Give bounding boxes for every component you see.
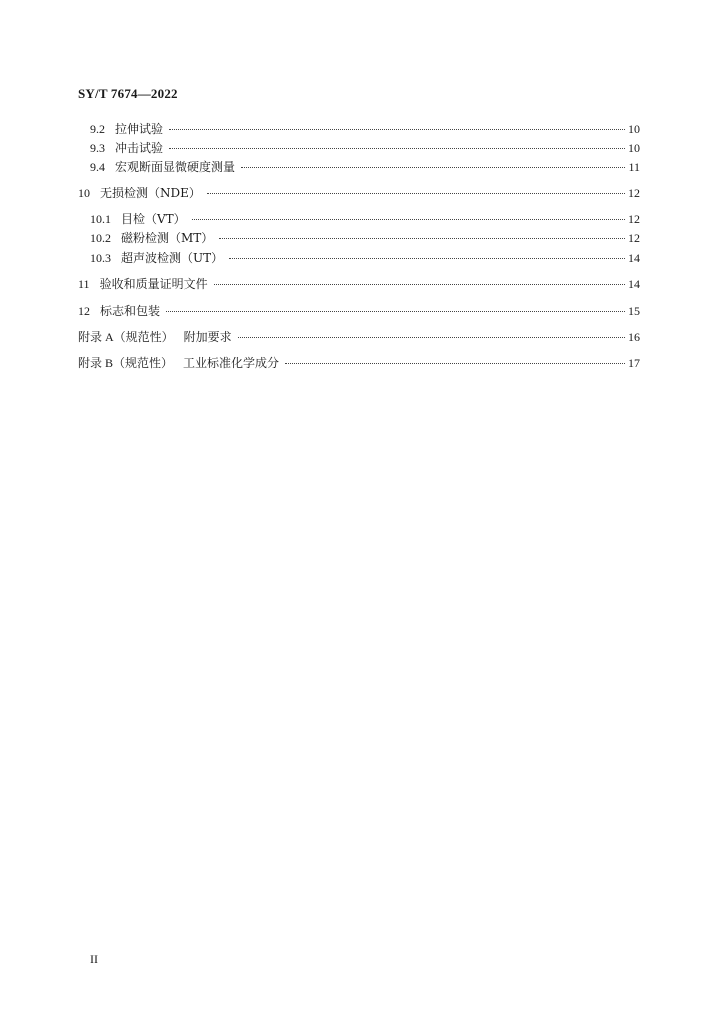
toc-entry-number: 9.4 [90,160,105,174]
toc-entry-11[interactable] [78,276,640,292]
toc-leader-dots [207,193,625,194]
toc-leader-dots [219,238,625,239]
toc-entry-9-3[interactable] [90,140,640,156]
toc-entry-title: 目检（VT） [121,212,186,226]
toc-entry-page: 16 [628,330,640,344]
toc-entry-title: 工业标准化学成分 [183,356,280,370]
toc-entry-10[interactable] [78,185,640,201]
toc-entry-page: 14 [628,251,640,265]
toc-entry-number: 9.3 [90,141,105,155]
toc-entry-number: 9.2 [90,122,105,136]
toc-entry-page: 12 [628,186,640,200]
toc-entry-title: 磁粉检测（MT） [121,231,214,245]
toc-entry-10-1[interactable] [90,211,640,227]
toc-leader-dots [169,148,625,149]
toc-entry-page: 17 [628,356,640,370]
toc-entry-number: 附录 A（规范性） [78,330,174,344]
toc-leader-dots [166,311,625,312]
toc-entry-9-2[interactable] [90,121,640,137]
toc-leader-dots [238,337,625,338]
toc-entry-page: 10 [628,122,640,136]
toc-entry-number: 10.1 [90,212,111,226]
toc-entry-10-2[interactable] [90,230,640,246]
toc-entry-title: 验收和质量证明文件 [99,277,208,291]
toc-entry-12[interactable] [78,303,640,319]
toc-leader-dots [229,258,625,259]
toc-leader-dots [241,167,625,168]
toc-entry-title: 拉伸试验 [115,122,164,136]
toc-entry-number: 10.3 [90,251,111,265]
toc-entry-page: 11 [628,160,640,174]
toc-entry-title: 附加要求 [183,330,232,344]
toc-entry-title: 冲击试验 [115,141,164,155]
toc-entry-page: 15 [628,304,640,318]
toc-entry-10-3[interactable] [90,250,640,266]
toc-leader-dots [285,363,625,364]
page-number: II [90,952,98,966]
toc-entry-title: 超声波检测（UT） [121,251,224,265]
toc-entry-number: 附录 B（规范性） [78,356,174,370]
toc-leader-dots [169,129,625,130]
toc-entry-number: 12 [78,304,90,318]
toc-entry-number: 10 [78,186,90,200]
document-header: SY/T 7674—2022 [78,86,178,101]
toc-entry-appendix-b[interactable] [78,355,640,371]
toc-entry-title: 标志和包装 [100,304,161,318]
toc-entry-page: 10 [628,141,640,155]
toc-leader-dots [214,284,625,285]
toc-entry-page: 14 [628,277,640,291]
toc-entry-9-4[interactable] [90,159,640,175]
toc-entry-number: 11 [78,277,90,291]
toc-entry-title: 无损检测（NDE） [100,186,201,200]
toc-entry-page: 12 [628,231,640,245]
toc-entry-page: 12 [628,212,640,226]
toc-entry-appendix-a[interactable] [78,329,640,345]
toc-leader-dots [192,219,625,220]
toc-entry-number: 10.2 [90,231,111,245]
toc-entry-title: 宏观断面显微硬度测量 [115,160,236,174]
